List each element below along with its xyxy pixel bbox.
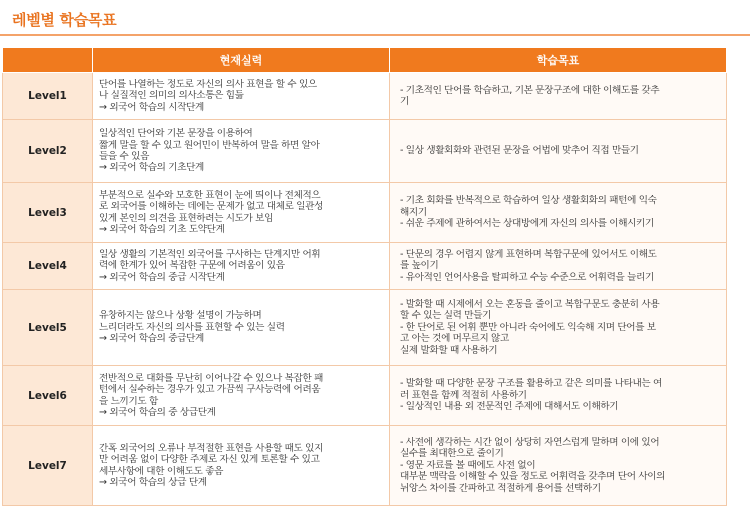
current-skill-cell-line: 간혹 외국어의 오류나 부적절한 표현을 사용할 때도 있지 [99,442,324,454]
current-skill-cell-line: 로 외국어를 이해하는 데에는 문제가 없고 대체로 일관성 [99,201,324,213]
learning-goal-cell-line: 러 표현을 함께 적절히 사용하기 [400,389,527,401]
learning-goal-cell-line: - 기초 회화를 반복적으로 학습하여 일상 생활회화의 패턴에 익숙 [400,195,657,207]
level-cell: Level4 [3,243,93,290]
current-skill-cell-line: → 외국어 학습의 중급 시작단계 [99,271,225,283]
table-row [3,73,727,120]
current-skill-cell-line: 나 실질적인 의미의 의사소통은 힘듦 [99,90,244,102]
current-skill-cell-line: → 외국어 학습의 기초 도약단계 [99,223,225,235]
table-row [3,290,727,366]
table-row [3,426,727,506]
current-skill-cell-line: 턴에서 실수하는 경우가 있고 가끔씩 구사능력에 어려움 [99,384,321,396]
current-skill-cell-line: → 외국어 학습의 기초단계 [99,162,204,174]
table-row [3,366,727,426]
learning-goal-cell-line: - 유아적인 언어사용을 탈피하고 수능 수준으로 어휘력을 늘리기 [400,271,654,283]
level-cell: Level5 [3,290,93,366]
current-skill-cell-line: 을 느끼기도 함 [99,395,158,407]
table-header-row [3,48,727,73]
current-skill-cell-line: 부분적으로 실수와 모호한 표현이 눈에 띄이나 전체적으 [99,189,321,201]
learning-goal-cell [390,120,727,183]
current-skill-cell [93,426,390,506]
current-skill-cell-line: 일상적인 단어와 기본 문장을 이용하여 [99,128,253,140]
learning-goal-cell-line: 기 [400,96,409,107]
current-skill-cell-line: 만 어려움 없이 다양한 주제로 자신 있게 토론할 수 있고 [99,454,320,466]
learning-goal-cell-line: - 쉬운 주제에 관하여서는 상대방에게 자신의 의사를 이해시키기 [400,218,654,230]
learning-goal-cell [390,290,727,366]
level-cell: Level2 [3,120,93,183]
learning-goal-cell-line: 뉘앙스 차이를 간파하고 적절하게 용어를 선택하기 [400,482,601,494]
learning-goal-cell [390,73,727,120]
current-skill-cell-line: → 외국어 학습의 중급단계 [99,333,204,345]
current-skill-cell [93,183,390,243]
header-level [3,48,93,73]
current-skill-cell-line: → 외국어 학습의 중 상급단계 [99,406,216,418]
current-skill-cell-line: 유창하지는 않으나 상황 설명이 가능하며 [99,310,262,322]
current-skill-cell-line: → 외국어 학습의 상급 단계 [99,476,207,488]
learning-goal-cell [390,426,727,506]
learning-goal-cell [390,243,727,290]
learning-goals-table [2,47,727,506]
current-skill-cell-line: 일상 생활의 기본적인 외국어를 구사하는 단계지만 어휘 [99,248,321,260]
current-skill-cell-line: 느리더라도 자신의 의사를 표현할 수 있는 실력 [99,321,285,333]
current-skill-cell-line: 단어를 나열하는 정도로 자신의 의사 표현을 할 수 있으 [99,78,317,90]
learning-goal-cell-line: 고 아는 것에 머무르지 않고 [400,333,509,345]
table-row [3,120,727,183]
current-skill-cell [93,73,390,120]
current-skill-cell-line: 있게 본인의 의견을 표현하려는 시도가 보임 [99,212,274,224]
learning-goal-cell-line: 할 수 있는 실력 만들기 [400,310,492,322]
level-cell: Level3 [3,183,93,243]
current-skill-cell-line: → 외국어 학습의 시작단계 [99,101,204,113]
learning-goal-cell-line: 실수를 최대한으로 줄이기 [400,448,504,460]
level-cell: Level6 [3,366,93,426]
learning-goal-cell-line: 해지기 [400,206,427,218]
level-cell: Level1 [3,73,93,120]
page-title: 레벨별 학습목표 [12,11,117,29]
current-skill-cell [93,243,390,290]
learning-goal-cell-line: 를 높이기 [400,260,439,272]
learning-goal-cell-line: 대부분 맥락을 이해할 수 있을 정도로 어휘력을 갖추며 단어 사이의 [400,471,666,483]
current-skill-cell-line: 세부사항에 대한 이해도도 좋음 [99,465,224,477]
learning-goal-cell-line: - 발화할 때 시제에서 오는 혼동을 줄이고 복합구문도 충분히 사용 [400,298,660,310]
current-skill-cell-line: 력에 한계가 있어 복잡한 구문에 어려움이 있음 [99,260,285,272]
learning-goal-cell-line: - 일상 생활회화와 관련된 문장을 어법에 맞추어 직접 만들기 [400,145,639,157]
current-skill-cell [93,290,390,366]
learning-goal-cell-line: 실제 발화할 때 사용하기 [400,344,498,356]
current-skill-cell-line: 짧게 말을 할 수 있고 원어민이 반복하여 말을 하면 알아 [99,139,320,151]
learning-goal-cell-line: - 발화할 때 다양한 문장 구조를 활용하고 같은 의미를 나타내는 여 [400,378,662,390]
learning-goal-cell-line: - 사전에 생각하는 시간 없이 상당히 자연스럽게 말하며 이에 있어 [400,436,660,448]
learning-goal-cell-line: - 기초적인 단어를 학습하고, 기본 문장구조에 대한 이해도를 갖추 [400,84,660,96]
level-cell: Level7 [3,426,93,506]
learning-goal-cell-line: - 일상적인 내용 외 전문적인 주제에 대해서도 이해하기 [400,401,619,413]
header-current-skill: 현재실력 [93,48,390,73]
header-learning-goal: 학습목표 [390,48,727,73]
learning-goal-cell [390,183,727,243]
table-row [3,183,727,243]
current-skill-cell-line: 들을 수 있음 [99,151,149,162]
title-divider [0,34,750,36]
current-skill-cell-line: 전반적으로 대화를 무난히 이어나갈 수 있으나 복잡한 패 [99,372,324,384]
learning-goal-cell-line: - 영문 자료를 볼 때에도 사전 없이 [400,459,536,471]
current-skill-cell [93,366,390,426]
learning-goal-cell-line: - 한 단어로 된 어휘 뿐만 아니라 숙어에도 익숙해 지며 단어를 보 [400,321,656,333]
learning-goal-cell-line: - 단문의 경우 어렵지 않게 표현하며 복합구문에 있어서도 이해도 [400,248,657,260]
current-skill-cell [93,120,390,183]
learning-goal-cell [390,366,727,426]
table-row [3,243,727,290]
